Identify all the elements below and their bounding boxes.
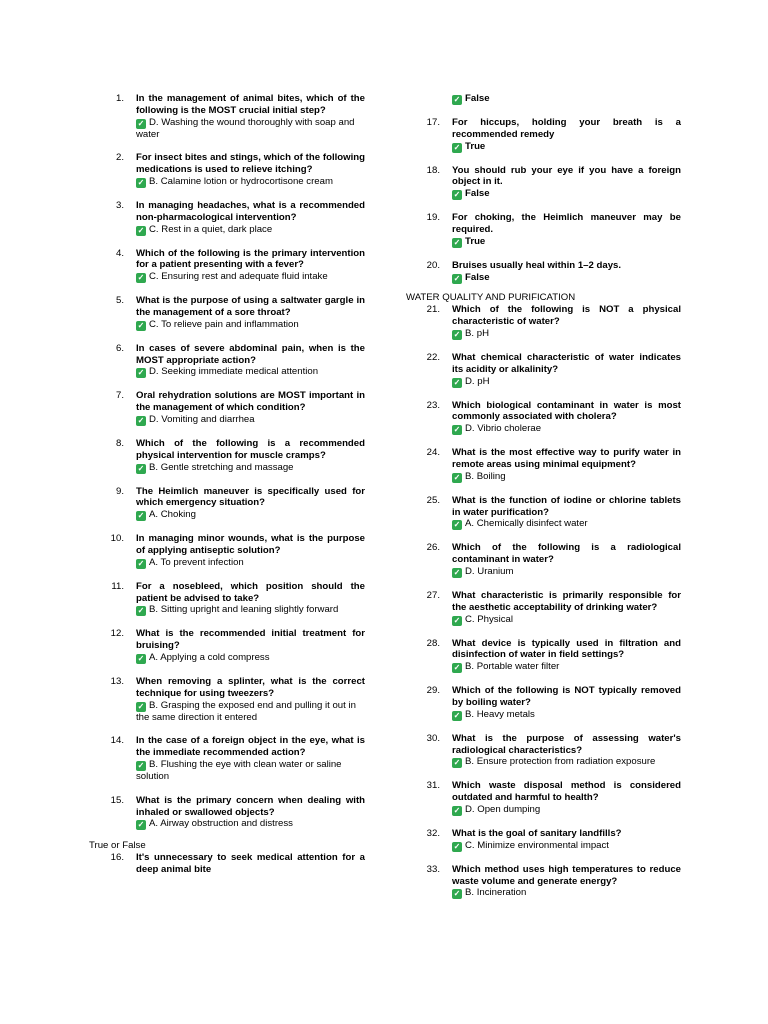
question-number: 14. <box>110 735 124 747</box>
question-number: 13. <box>110 675 124 687</box>
question-item <box>406 590 681 626</box>
answer-text: False <box>465 188 490 200</box>
check-mark-icon: ✓ <box>453 663 461 673</box>
check-mark-icon: ✓ <box>453 841 461 851</box>
check-mark-icon: ✓ <box>453 472 461 482</box>
question-item <box>90 628 365 664</box>
check-mark-icon: ✓ <box>137 558 145 568</box>
question-text: Oral rehydration solutions are MOST important in the management of which condition? <box>136 390 365 414</box>
answer-text: B. Ensure protection from radiation exposure <box>465 756 656 768</box>
answer-text: A. Chemically disinfect water <box>465 518 588 530</box>
question-text: Which of the following is NOT a physical characteristic of water? <box>452 304 681 328</box>
question-text: In managing minor wounds, what is the purpose of applying antiseptic solution? <box>136 533 365 556</box>
question-text: In cases of severe abdominal pain, when is the MOST appropriate action? <box>136 342 365 366</box>
question-number: 29. <box>426 685 440 697</box>
check-mark-icon: ✓ <box>137 606 145 616</box>
question-item <box>406 685 681 721</box>
answer-line <box>136 319 365 331</box>
question-item <box>90 852 365 876</box>
answer-line <box>136 700 365 724</box>
question-number: 31. <box>426 780 440 792</box>
answer-line <box>136 652 365 664</box>
question-number: 4. <box>115 247 124 259</box>
answer-line <box>452 614 681 626</box>
question-text: What characteristic is primarily responsible for the aesthetic acceptability of drinking water? <box>452 589 681 613</box>
check-mark-icon: ✓ <box>137 701 145 711</box>
check-mark-icon: ✓ <box>137 273 145 283</box>
question-text: Which of the following is the primary intervention for a patient presenting with a fever? <box>136 247 365 271</box>
question-item <box>406 447 681 483</box>
question-item <box>90 795 365 831</box>
question-text: For insect bites and stings, which of the following medications is used to relieve itching? <box>136 152 365 176</box>
answer-text: B. Sitting upright and leaning slightly forward <box>149 604 339 616</box>
answer-line <box>452 328 681 340</box>
question-text: Which of the following is NOT typically removed by boiling water? <box>452 685 681 708</box>
question-item <box>406 828 681 852</box>
check-mark-icon: ✓ <box>137 368 145 378</box>
question-text: In managing headaches, what is a recommended non-pharmacological intervention? <box>136 199 365 223</box>
answer-line <box>136 414 365 426</box>
answer-line <box>452 236 681 248</box>
question-number: 28. <box>426 637 440 649</box>
question-text: For choking, the Heimlich maneuver may be required. <box>452 212 681 235</box>
answer-line <box>136 366 365 378</box>
question-item <box>90 343 365 379</box>
question-text: What chemical characteristic of water indicates its acidity or alkalinity? <box>452 351 681 375</box>
question-number: 9. <box>115 485 124 497</box>
question-text: Which biological contaminant in water is most commonly associated with cholera? <box>452 399 681 423</box>
answer-text: True <box>465 140 486 152</box>
question-item <box>406 780 681 816</box>
check-mark-icon: ✓ <box>453 237 461 247</box>
answer-line <box>452 756 681 768</box>
check-mark-icon: ✓ <box>453 273 461 283</box>
question-number: 5. <box>115 295 124 307</box>
question-number: 30. <box>426 732 440 744</box>
answer-line <box>452 272 681 284</box>
answer-line <box>452 804 681 816</box>
answer-line <box>452 566 681 578</box>
answer-text: B. Boiling <box>465 470 506 482</box>
question-item <box>406 542 681 578</box>
question-number: 2. <box>115 152 124 164</box>
section-heading-water-quality: WATER QUALITY AND PURIFICATION <box>406 291 576 303</box>
question-item <box>90 735 365 782</box>
question-item <box>406 495 681 531</box>
check-mark-icon: ✓ <box>137 653 145 663</box>
question-number: 3. <box>115 199 124 211</box>
answer-line <box>452 518 681 530</box>
check-mark-icon: ✓ <box>453 520 461 530</box>
question-text: For a nosebleed, which position should the patient be advised to take? <box>136 580 365 604</box>
question-item <box>90 93 365 140</box>
answer-text: False <box>465 271 490 283</box>
check-mark-icon: ✓ <box>137 320 145 330</box>
question-number: 25. <box>426 494 440 506</box>
question-text: For hiccups, holding your breath is a recommended remedy <box>452 117 681 140</box>
answer-text: C. Rest in a quiet, dark place <box>149 223 273 235</box>
section-heading-true-false: True or False <box>89 840 146 852</box>
answer-text: D. Open dumping <box>465 803 541 815</box>
question-text: What is the primary concern when dealing with inhaled or swallowed objects? <box>136 794 365 818</box>
check-mark-icon: ✓ <box>137 463 145 473</box>
check-mark-icon: ✓ <box>137 760 145 770</box>
answer-line <box>452 188 681 200</box>
question-item <box>90 438 365 474</box>
answer-line <box>452 709 681 721</box>
question-text: What is the most effective way to purify water in remote areas using minimal equipment? <box>452 447 681 470</box>
question-number: 20. <box>426 259 440 271</box>
question-text: Which waste disposal method is considered outdated and harmful to health? <box>452 780 681 804</box>
answer-line <box>452 471 681 483</box>
question-text: Which of the following is a radiological contaminant in water? <box>452 542 681 566</box>
answer-text: C. Ensuring rest and adequate fluid intake <box>149 271 328 283</box>
check-mark-icon: ✓ <box>453 615 461 625</box>
check-mark-icon: ✓ <box>137 225 145 235</box>
answer-text: B. Gentle stretching and massage <box>149 461 294 473</box>
question-number: 12. <box>110 628 124 640</box>
question-number: 6. <box>115 342 124 354</box>
question-text: What is the recommended initial treatment for bruising? <box>136 628 365 652</box>
question-item <box>90 676 365 723</box>
question-text: What is the goal of sanitary landfills? <box>452 827 622 839</box>
question-number: 27. <box>426 589 440 601</box>
check-mark-icon: ✓ <box>137 118 145 128</box>
question-item <box>90 200 365 236</box>
answer-text: True <box>465 235 486 247</box>
question-item <box>90 390 365 426</box>
answer-text: A. Applying a cold compress <box>149 651 270 663</box>
answer-text: D. Uranium <box>465 565 514 577</box>
check-mark-icon: ✓ <box>453 329 461 339</box>
check-mark-icon: ✓ <box>453 95 461 104</box>
answer-text: B. Flushing the eye with clean water or saline solution <box>136 758 342 782</box>
answer-text: False <box>465 93 490 104</box>
answer-text: B. Grasping the exposed end and pulling it out in the same direction it entered <box>136 699 356 723</box>
question-text: In the case of a foreign object in the eye, what is the immediate recommended action? <box>136 735 365 759</box>
answer-text: C. Physical <box>465 613 513 625</box>
question-text: Which method uses high temperatures to reduce waste volume and generate energy? <box>452 863 681 887</box>
question-text: In the management of animal bites, which of the following is the MOST crucial initial step? <box>136 93 365 116</box>
answer-text: C. To relieve pain and inflammation <box>149 318 299 330</box>
question-text: What device is typically used in filtration and disinfection of water in field settings? <box>452 637 681 661</box>
check-mark-icon: ✓ <box>137 820 145 830</box>
question-number: 23. <box>426 399 440 411</box>
question-number: 8. <box>115 437 124 449</box>
answer-line <box>406 93 681 105</box>
answer-line <box>452 423 681 435</box>
question-text: It's unnecessary to seek medical attention for a deep animal bite <box>136 852 365 875</box>
answer-line <box>136 117 365 141</box>
question-item <box>406 638 681 674</box>
check-mark-icon: ✓ <box>453 889 461 899</box>
question-item <box>406 117 681 153</box>
answer-text: D. Vibrio cholerae <box>465 423 542 435</box>
answer-text: A. To prevent infection <box>149 556 244 568</box>
check-mark-icon: ✓ <box>137 511 145 521</box>
check-mark-icon: ✓ <box>453 377 461 387</box>
left-column <box>90 93 365 888</box>
question-text: What is the purpose of using a saltwater gargle in the management of a sore throat? <box>136 295 365 318</box>
answer-line <box>136 557 365 569</box>
answer-line <box>136 176 365 188</box>
answer-text: B. Portable water filter <box>465 661 560 673</box>
question-number: 16. <box>110 852 124 864</box>
answer-text: A. Airway obstruction and distress <box>149 818 293 830</box>
check-mark-icon: ✓ <box>137 415 145 425</box>
question-item <box>90 248 365 284</box>
question-number: 18. <box>426 164 440 176</box>
question-item <box>406 400 681 436</box>
question-number: 32. <box>426 827 440 839</box>
check-mark-icon: ✓ <box>453 142 461 152</box>
question-item <box>406 212 681 248</box>
question-text: What is the function of iodine or chlorine tablets in water purification? <box>452 494 681 518</box>
answer-line <box>452 887 681 899</box>
check-mark-icon: ✓ <box>137 177 145 187</box>
answer-line <box>136 818 365 830</box>
answer-text: C. Minimize environmental impact <box>465 839 609 851</box>
question-number: 33. <box>426 863 440 875</box>
question-text: You should rub your eye if you have a foreign object in it. <box>452 164 681 188</box>
question-number: 17. <box>426 117 440 128</box>
question-text: Which of the following is a recommended physical intervention for muscle cramps? <box>136 437 365 461</box>
question-number: 22. <box>426 351 440 363</box>
check-mark-icon: ✓ <box>453 425 461 435</box>
answer-text: B. Calamine lotion or hydrocortisone cream <box>149 175 333 187</box>
question-text: The Heimlich maneuver is specifically used for which emergency situation? <box>136 485 365 509</box>
answer-text: B. Incineration <box>465 887 527 899</box>
question-item <box>406 864 681 900</box>
question-number: 19. <box>426 212 440 224</box>
question-number: 7. <box>115 390 124 402</box>
answer-line <box>136 224 365 236</box>
answer-text: D. Vomiting and diarrhea <box>149 413 255 425</box>
question-item <box>406 304 681 340</box>
question-item <box>406 165 681 201</box>
answer-text: A. Choking <box>149 509 196 521</box>
answer-text: D. pH <box>465 375 490 387</box>
check-mark-icon: ✓ <box>453 710 461 720</box>
check-mark-icon: ✓ <box>453 805 461 815</box>
question-number: 10. <box>110 533 124 545</box>
answer-line <box>136 759 365 783</box>
question-text: What is the purpose of assessing water's radiological characteristics? <box>452 732 681 756</box>
answer-text: B. Heavy metals <box>465 708 535 720</box>
check-mark-icon: ✓ <box>453 190 461 200</box>
question-number: 15. <box>110 794 124 806</box>
answer-line <box>136 271 365 283</box>
check-mark-icon: ✓ <box>453 567 461 577</box>
question-item <box>90 581 365 617</box>
question-number: 21. <box>426 304 440 316</box>
question-item <box>90 486 365 522</box>
check-mark-icon: ✓ <box>453 758 461 768</box>
answer-line <box>452 376 681 388</box>
question-item <box>406 260 681 284</box>
answer-line <box>452 661 681 673</box>
right-column <box>406 93 681 911</box>
answer-line <box>136 604 365 616</box>
answer-text: D. Seeking immediate medical attention <box>149 366 319 378</box>
answer-line <box>452 840 681 852</box>
question-number: 24. <box>426 447 440 459</box>
question-text: Bruises usually heal within 1–2 days. <box>452 259 622 271</box>
question-number: 11. <box>111 580 124 592</box>
answer-text: D. Washing the wound thoroughly with soap and water <box>136 116 355 140</box>
answer-line <box>136 462 365 474</box>
question-text: When removing a splinter, what is the correct technique for using tweezers? <box>136 675 365 699</box>
answer-line <box>136 509 365 521</box>
question-item <box>90 295 365 331</box>
question-number: 1. <box>115 93 124 104</box>
question-number: 26. <box>426 542 440 554</box>
answer-line <box>452 141 681 153</box>
question-item <box>90 533 365 569</box>
answer-text: B. pH <box>465 327 489 339</box>
question-item <box>406 733 681 769</box>
question-item <box>90 152 365 188</box>
question-item <box>406 352 681 388</box>
